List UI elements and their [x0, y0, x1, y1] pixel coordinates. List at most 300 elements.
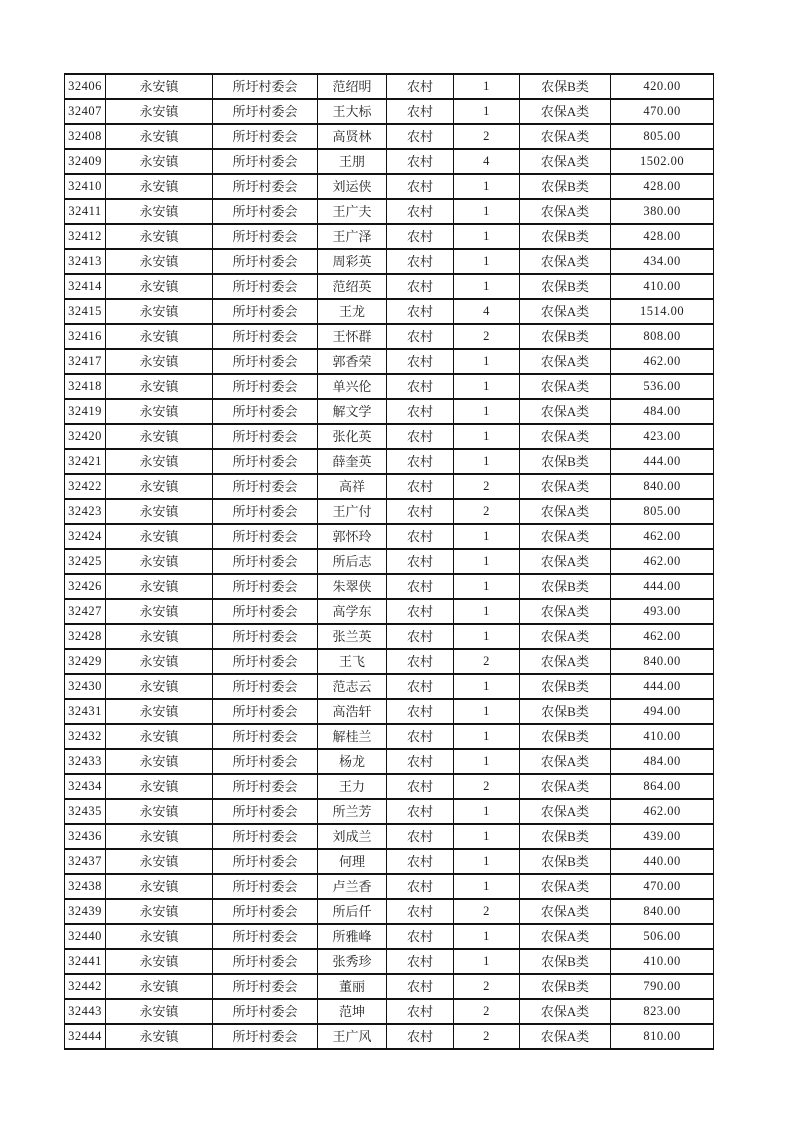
cell-village-committee: 所圩村委会: [213, 424, 318, 449]
cell-town: 永安镇: [106, 974, 213, 999]
cell-residence-type: 农村: [387, 149, 454, 174]
cell-person-name: 解桂兰: [318, 724, 387, 749]
cell-amount: 494.00: [611, 699, 714, 724]
cell-person-count: 1: [454, 224, 520, 249]
cell-residence-type: 农村: [387, 924, 454, 949]
cell-record-no: 32416: [65, 324, 106, 349]
cell-village-committee: 所圩村委会: [213, 824, 318, 849]
cell-town: 永安镇: [106, 149, 213, 174]
cell-insurance-category: 农保B类: [520, 949, 611, 974]
cell-person-name: 朱翠侠: [318, 574, 387, 599]
cell-residence-type: 农村: [387, 299, 454, 324]
cell-village-committee: 所圩村委会: [213, 474, 318, 499]
cell-person-count: 1: [454, 374, 520, 399]
cell-record-no: 32441: [65, 949, 106, 974]
cell-town: 永安镇: [106, 649, 213, 674]
cell-person-name: 范坤: [318, 999, 387, 1024]
table-row: [65, 599, 714, 624]
cell-insurance-category: 农保A类: [520, 549, 611, 574]
insurance-records-table: [64, 73, 714, 1050]
table-row: [65, 974, 714, 999]
cell-village-committee: 所圩村委会: [213, 399, 318, 424]
cell-town: 永安镇: [106, 274, 213, 299]
cell-village-committee: 所圩村委会: [213, 849, 318, 874]
cell-person-name: 单兴伦: [318, 374, 387, 399]
cell-town: 永安镇: [106, 224, 213, 249]
cell-residence-type: 农村: [387, 724, 454, 749]
cell-person-name: 张秀珍: [318, 949, 387, 974]
cell-insurance-category: 农保B类: [520, 274, 611, 299]
table-row: [65, 999, 714, 1024]
cell-amount: 808.00: [611, 324, 714, 349]
cell-amount: 423.00: [611, 424, 714, 449]
cell-record-no: 32444: [65, 1024, 106, 1049]
cell-village-committee: 所圩村委会: [213, 1024, 318, 1049]
cell-record-no: 32427: [65, 599, 106, 624]
cell-record-no: 32440: [65, 924, 106, 949]
cell-amount: 1514.00: [611, 299, 714, 324]
cell-person-name: 王广付: [318, 499, 387, 524]
cell-insurance-category: 农保B类: [520, 324, 611, 349]
cell-person-count: 1: [454, 449, 520, 474]
cell-record-no: 32422: [65, 474, 106, 499]
cell-person-count: 2: [454, 474, 520, 499]
cell-amount: 864.00: [611, 774, 714, 799]
cell-record-no: 32436: [65, 824, 106, 849]
cell-person-name: 董丽: [318, 974, 387, 999]
cell-person-name: 高浩轩: [318, 699, 387, 724]
cell-person-count: 1: [454, 674, 520, 699]
cell-person-name: 高贤林: [318, 124, 387, 149]
cell-amount: 484.00: [611, 749, 714, 774]
cell-amount: 790.00: [611, 974, 714, 999]
cell-insurance-category: 农保A类: [520, 124, 611, 149]
cell-insurance-category: 农保A类: [520, 924, 611, 949]
cell-amount: 805.00: [611, 124, 714, 149]
cell-person-count: 1: [454, 949, 520, 974]
cell-person-count: 1: [454, 624, 520, 649]
cell-town: 永安镇: [106, 924, 213, 949]
table-row: [65, 449, 714, 474]
cell-amount: 810.00: [611, 1024, 714, 1049]
cell-village-committee: 所圩村委会: [213, 699, 318, 724]
cell-village-committee: 所圩村委会: [213, 999, 318, 1024]
cell-record-no: 32408: [65, 124, 106, 149]
cell-village-committee: 所圩村委会: [213, 674, 318, 699]
cell-record-no: 32425: [65, 549, 106, 574]
cell-person-name: 王怀群: [318, 324, 387, 349]
cell-insurance-category: 农保A类: [520, 99, 611, 124]
cell-insurance-category: 农保B类: [520, 449, 611, 474]
cell-record-no: 32434: [65, 774, 106, 799]
cell-person-name: 范绍明: [318, 74, 387, 99]
cell-residence-type: 农村: [387, 999, 454, 1024]
cell-village-committee: 所圩村委会: [213, 724, 318, 749]
table-row: [65, 649, 714, 674]
cell-amount: 484.00: [611, 399, 714, 424]
cell-amount: 434.00: [611, 249, 714, 274]
cell-residence-type: 农村: [387, 974, 454, 999]
cell-residence-type: 农村: [387, 1024, 454, 1049]
cell-person-name: 杨龙: [318, 749, 387, 774]
cell-town: 永安镇: [106, 724, 213, 749]
cell-person-name: 所兰芳: [318, 799, 387, 824]
cell-insurance-category: 农保B类: [520, 74, 611, 99]
cell-insurance-category: 农保A类: [520, 1024, 611, 1049]
table-row: [65, 799, 714, 824]
cell-person-count: 2: [454, 1024, 520, 1049]
cell-residence-type: 农村: [387, 649, 454, 674]
cell-town: 永安镇: [106, 299, 213, 324]
cell-town: 永安镇: [106, 174, 213, 199]
cell-town: 永安镇: [106, 249, 213, 274]
cell-person-name: 范绍英: [318, 274, 387, 299]
cell-insurance-category: 农保A类: [520, 999, 611, 1024]
cell-record-no: 32435: [65, 799, 106, 824]
cell-village-committee: 所圩村委会: [213, 549, 318, 574]
cell-town: 永安镇: [106, 749, 213, 774]
cell-insurance-category: 农保B类: [520, 849, 611, 874]
cell-amount: 470.00: [611, 874, 714, 899]
cell-village-committee: 所圩村委会: [213, 599, 318, 624]
table-row: [65, 499, 714, 524]
cell-insurance-category: 农保A类: [520, 374, 611, 399]
table-row: [65, 124, 714, 149]
table-row: [65, 699, 714, 724]
cell-person-count: 1: [454, 874, 520, 899]
cell-person-count: 1: [454, 349, 520, 374]
cell-person-count: 1: [454, 749, 520, 774]
cell-insurance-category: 农保B类: [520, 824, 611, 849]
cell-person-count: 1: [454, 174, 520, 199]
cell-town: 永安镇: [106, 199, 213, 224]
cell-person-count: 2: [454, 499, 520, 524]
cell-town: 永安镇: [106, 74, 213, 99]
table-row: [65, 349, 714, 374]
table-row: [65, 949, 714, 974]
cell-record-no: 32438: [65, 874, 106, 899]
cell-village-committee: 所圩村委会: [213, 349, 318, 374]
cell-insurance-category: 农保A类: [520, 774, 611, 799]
table-row: [65, 1024, 714, 1049]
table-row: [65, 674, 714, 699]
cell-person-name: 高祥: [318, 474, 387, 499]
cell-record-no: 32419: [65, 399, 106, 424]
cell-amount: 536.00: [611, 374, 714, 399]
cell-amount: 440.00: [611, 849, 714, 874]
cell-residence-type: 农村: [387, 774, 454, 799]
cell-village-committee: 所圩村委会: [213, 799, 318, 824]
cell-person-count: 1: [454, 924, 520, 949]
cell-town: 永安镇: [106, 524, 213, 549]
cell-insurance-category: 农保B类: [520, 674, 611, 699]
cell-insurance-category: 农保A类: [520, 249, 611, 274]
cell-amount: 840.00: [611, 899, 714, 924]
cell-person-count: 2: [454, 324, 520, 349]
cell-amount: 462.00: [611, 799, 714, 824]
cell-person-name: 王朋: [318, 149, 387, 174]
cell-record-no: 32414: [65, 274, 106, 299]
table-row: [65, 524, 714, 549]
cell-amount: 840.00: [611, 474, 714, 499]
cell-person-count: 1: [454, 199, 520, 224]
cell-insurance-category: 农保A类: [520, 349, 611, 374]
cell-amount: 1502.00: [611, 149, 714, 174]
cell-amount: 840.00: [611, 649, 714, 674]
cell-residence-type: 农村: [387, 874, 454, 899]
cell-town: 永安镇: [106, 574, 213, 599]
cell-record-no: 32429: [65, 649, 106, 674]
table-row: [65, 99, 714, 124]
cell-village-committee: 所圩村委会: [213, 99, 318, 124]
cell-insurance-category: 农保B类: [520, 224, 611, 249]
cell-person-name: 张兰英: [318, 624, 387, 649]
table-row: [65, 824, 714, 849]
cell-person-name: 所后志: [318, 549, 387, 574]
cell-town: 永安镇: [106, 674, 213, 699]
cell-amount: 420.00: [611, 74, 714, 99]
cell-town: 永安镇: [106, 949, 213, 974]
cell-record-no: 32428: [65, 624, 106, 649]
cell-amount: 380.00: [611, 199, 714, 224]
cell-record-no: 32409: [65, 149, 106, 174]
cell-residence-type: 农村: [387, 274, 454, 299]
cell-person-count: 1: [454, 549, 520, 574]
cell-residence-type: 农村: [387, 549, 454, 574]
cell-person-count: 4: [454, 299, 520, 324]
cell-residence-type: 农村: [387, 174, 454, 199]
cell-insurance-category: 农保A类: [520, 624, 611, 649]
cell-town: 永安镇: [106, 99, 213, 124]
cell-village-committee: 所圩村委会: [213, 149, 318, 174]
cell-insurance-category: 农保A类: [520, 199, 611, 224]
cell-record-no: 32407: [65, 99, 106, 124]
table-row: [65, 299, 714, 324]
cell-person-count: 1: [454, 399, 520, 424]
cell-person-count: 4: [454, 149, 520, 174]
cell-person-name: 王广泽: [318, 224, 387, 249]
cell-residence-type: 农村: [387, 674, 454, 699]
cell-village-committee: 所圩村委会: [213, 774, 318, 799]
cell-person-count: 2: [454, 899, 520, 924]
cell-record-no: 32412: [65, 224, 106, 249]
table-row: [65, 724, 714, 749]
cell-insurance-category: 农保A类: [520, 899, 611, 924]
cell-person-name: 高学东: [318, 599, 387, 624]
cell-person-name: 刘运侠: [318, 174, 387, 199]
table-row: [65, 874, 714, 899]
cell-amount: 444.00: [611, 674, 714, 699]
cell-person-count: 1: [454, 524, 520, 549]
cell-person-count: 1: [454, 99, 520, 124]
cell-person-name: 解文学: [318, 399, 387, 424]
cell-record-no: 32418: [65, 374, 106, 399]
cell-insurance-category: 农保A类: [520, 399, 611, 424]
cell-person-name: 王广夫: [318, 199, 387, 224]
cell-record-no: 32413: [65, 249, 106, 274]
cell-record-no: 32431: [65, 699, 106, 724]
cell-village-committee: 所圩村委会: [213, 924, 318, 949]
cell-person-count: 1: [454, 424, 520, 449]
cell-town: 永安镇: [106, 824, 213, 849]
cell-town: 永安镇: [106, 424, 213, 449]
cell-person-count: 1: [454, 599, 520, 624]
cell-village-committee: 所圩村委会: [213, 449, 318, 474]
table-row: [65, 624, 714, 649]
cell-residence-type: 农村: [387, 99, 454, 124]
cell-amount: 462.00: [611, 524, 714, 549]
cell-person-name: 郭香荣: [318, 349, 387, 374]
cell-person-count: 1: [454, 74, 520, 99]
cell-residence-type: 农村: [387, 374, 454, 399]
cell-person-name: 王飞: [318, 649, 387, 674]
cell-person-name: 刘成兰: [318, 824, 387, 849]
table-row: [65, 424, 714, 449]
cell-insurance-category: 农保A类: [520, 424, 611, 449]
cell-amount: 462.00: [611, 549, 714, 574]
cell-residence-type: 农村: [387, 899, 454, 924]
cell-town: 永安镇: [106, 999, 213, 1024]
cell-insurance-category: 农保B类: [520, 174, 611, 199]
cell-residence-type: 农村: [387, 849, 454, 874]
cell-amount: 410.00: [611, 724, 714, 749]
cell-insurance-category: 农保B类: [520, 974, 611, 999]
cell-town: 永安镇: [106, 374, 213, 399]
cell-person-count: 2: [454, 649, 520, 674]
cell-town: 永安镇: [106, 849, 213, 874]
cell-insurance-category: 农保A类: [520, 649, 611, 674]
cell-residence-type: 农村: [387, 749, 454, 774]
cell-residence-type: 农村: [387, 524, 454, 549]
cell-insurance-category: 农保A类: [520, 474, 611, 499]
table-row: [65, 849, 714, 874]
cell-town: 永安镇: [106, 874, 213, 899]
cell-village-committee: 所圩村委会: [213, 124, 318, 149]
cell-amount: 410.00: [611, 274, 714, 299]
cell-person-name: 郭怀玲: [318, 524, 387, 549]
cell-amount: 428.00: [611, 174, 714, 199]
table-row: [65, 224, 714, 249]
cell-record-no: 32424: [65, 524, 106, 549]
cell-residence-type: 农村: [387, 424, 454, 449]
cell-person-name: 王力: [318, 774, 387, 799]
cell-person-name: 所雅峰: [318, 924, 387, 949]
cell-residence-type: 农村: [387, 824, 454, 849]
cell-record-no: 32417: [65, 349, 106, 374]
cell-village-committee: 所圩村委会: [213, 74, 318, 99]
cell-amount: 410.00: [611, 949, 714, 974]
cell-person-count: 1: [454, 724, 520, 749]
cell-residence-type: 农村: [387, 624, 454, 649]
cell-residence-type: 农村: [387, 124, 454, 149]
cell-village-committee: 所圩村委会: [213, 624, 318, 649]
cell-amount: 493.00: [611, 599, 714, 624]
table-row: [65, 324, 714, 349]
cell-residence-type: 农村: [387, 324, 454, 349]
cell-village-committee: 所圩村委会: [213, 899, 318, 924]
cell-residence-type: 农村: [387, 199, 454, 224]
cell-person-count: 1: [454, 824, 520, 849]
records-table-body: [65, 74, 714, 1049]
table-row: [65, 174, 714, 199]
cell-village-committee: 所圩村委会: [213, 174, 318, 199]
cell-person-count: 1: [454, 274, 520, 299]
cell-record-no: 32423: [65, 499, 106, 524]
cell-person-name: 卢兰香: [318, 874, 387, 899]
cell-residence-type: 农村: [387, 799, 454, 824]
cell-person-name: 周彩英: [318, 249, 387, 274]
table-row: [65, 274, 714, 299]
cell-record-no: 32406: [65, 74, 106, 99]
cell-person-count: 2: [454, 124, 520, 149]
cell-residence-type: 农村: [387, 449, 454, 474]
cell-record-no: 32411: [65, 199, 106, 224]
cell-record-no: 32439: [65, 899, 106, 924]
table-row: [65, 749, 714, 774]
table-row: [65, 774, 714, 799]
cell-town: 永安镇: [106, 124, 213, 149]
cell-residence-type: 农村: [387, 499, 454, 524]
cell-residence-type: 农村: [387, 249, 454, 274]
cell-insurance-category: 农保A类: [520, 749, 611, 774]
cell-person-name: 何理: [318, 849, 387, 874]
cell-insurance-category: 农保A类: [520, 299, 611, 324]
table-row: [65, 149, 714, 174]
table-row: [65, 74, 714, 99]
cell-town: 永安镇: [106, 449, 213, 474]
cell-insurance-category: 农保B类: [520, 699, 611, 724]
table-row: [65, 399, 714, 424]
cell-town: 永安镇: [106, 349, 213, 374]
cell-record-no: 32415: [65, 299, 106, 324]
cell-village-committee: 所圩村委会: [213, 649, 318, 674]
cell-village-committee: 所圩村委会: [213, 224, 318, 249]
table-row: [65, 574, 714, 599]
cell-amount: 439.00: [611, 824, 714, 849]
cell-person-count: 2: [454, 974, 520, 999]
cell-town: 永安镇: [106, 1024, 213, 1049]
cell-insurance-category: 农保B类: [520, 724, 611, 749]
cell-residence-type: 农村: [387, 224, 454, 249]
cell-insurance-category: 农保A类: [520, 599, 611, 624]
cell-village-committee: 所圩村委会: [213, 974, 318, 999]
cell-amount: 462.00: [611, 349, 714, 374]
cell-person-count: 1: [454, 574, 520, 599]
cell-residence-type: 农村: [387, 399, 454, 424]
cell-town: 永安镇: [106, 499, 213, 524]
table-row: [65, 374, 714, 399]
cell-town: 永安镇: [106, 324, 213, 349]
cell-village-committee: 所圩村委会: [213, 199, 318, 224]
cell-amount: 462.00: [611, 624, 714, 649]
cell-residence-type: 农村: [387, 349, 454, 374]
cell-village-committee: 所圩村委会: [213, 499, 318, 524]
cell-record-no: 32426: [65, 574, 106, 599]
cell-person-count: 2: [454, 999, 520, 1024]
cell-record-no: 32433: [65, 749, 106, 774]
cell-person-name: 王广风: [318, 1024, 387, 1049]
cell-town: 永安镇: [106, 474, 213, 499]
cell-person-count: 1: [454, 249, 520, 274]
cell-insurance-category: 农保A类: [520, 799, 611, 824]
cell-person-count: 1: [454, 849, 520, 874]
cell-person-name: 王龙: [318, 299, 387, 324]
cell-person-name: 所后仟: [318, 899, 387, 924]
cell-amount: 444.00: [611, 449, 714, 474]
cell-person-count: 2: [454, 774, 520, 799]
cell-village-committee: 所圩村委会: [213, 299, 318, 324]
cell-record-no: 32420: [65, 424, 106, 449]
